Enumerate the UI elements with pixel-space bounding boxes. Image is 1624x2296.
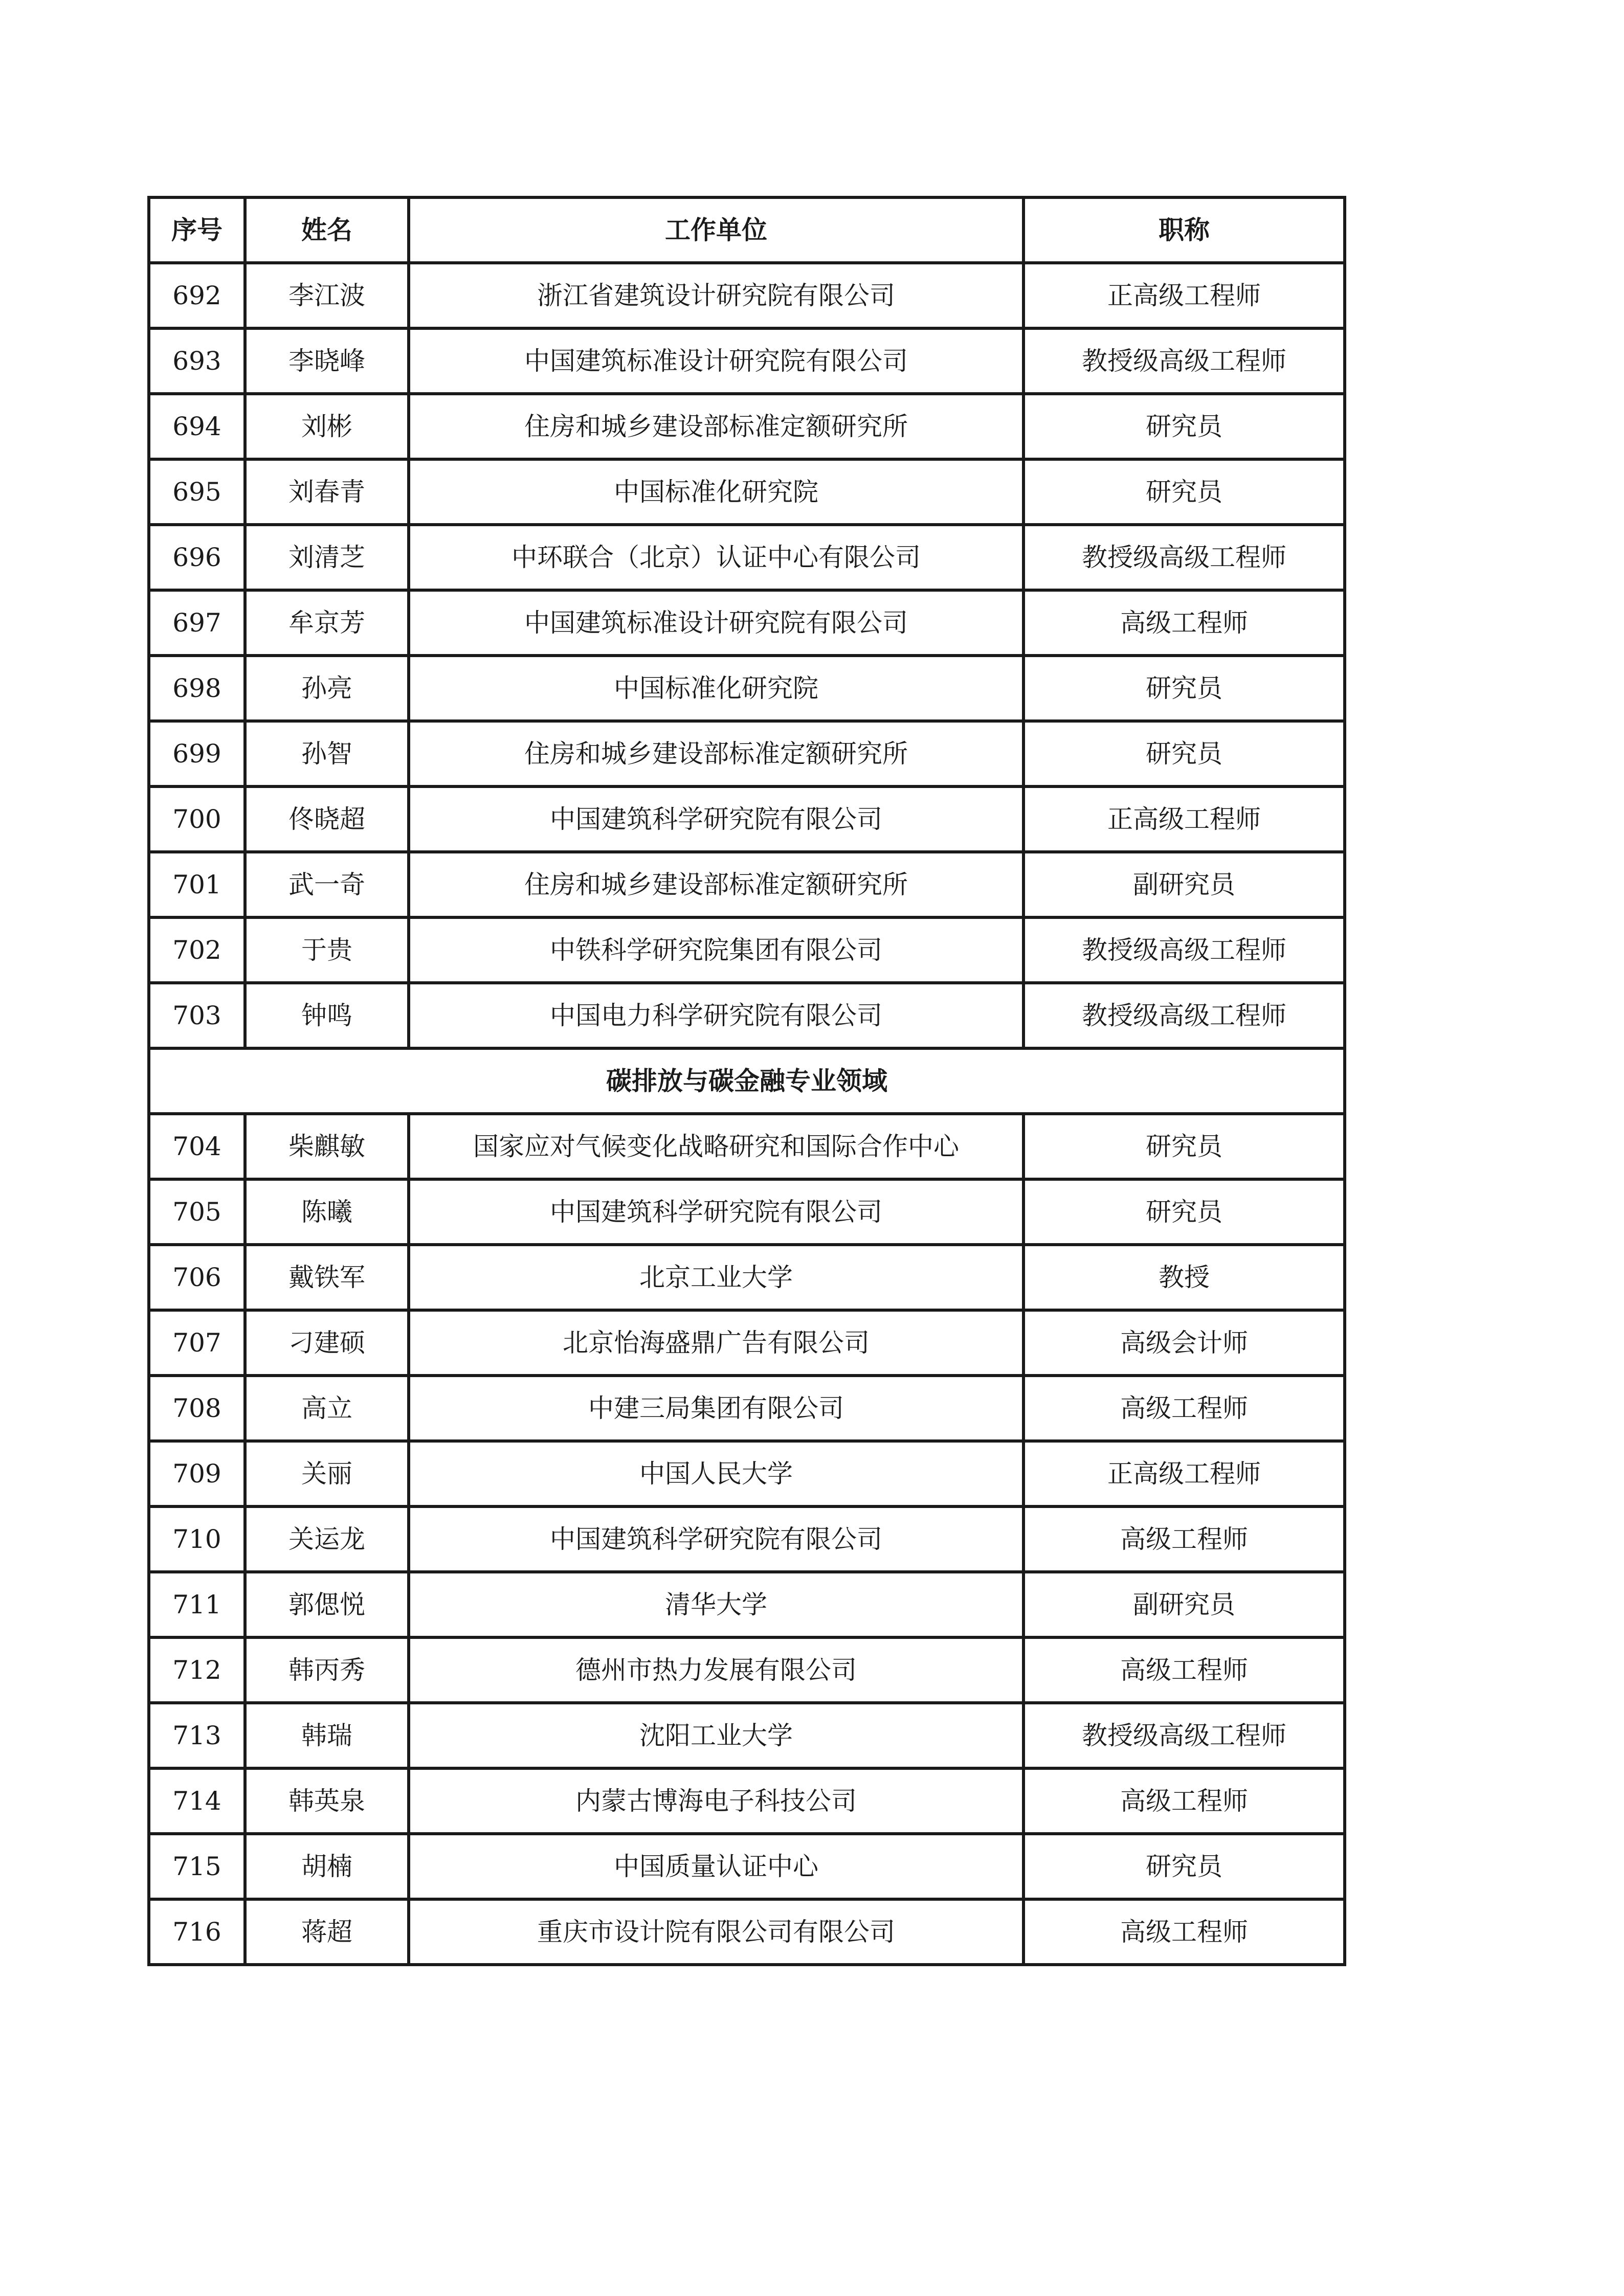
cell-name: 关运龙 (245, 1506, 409, 1572)
cell-org: 中国建筑标准设计研究院有限公司 (409, 590, 1024, 656)
table-row (149, 1703, 1345, 1768)
cell-org: 北京工业大学 (409, 1245, 1024, 1310)
cell-org: 住房和城乡建设部标准定额研究所 (409, 852, 1024, 917)
cell-title: 研究员 (1024, 1179, 1345, 1245)
table-row (149, 1506, 1345, 1572)
table-row (149, 394, 1345, 459)
cell-title: 教授级高级工程师 (1024, 983, 1345, 1048)
cell-index: 704 (149, 1114, 245, 1179)
cell-index: 696 (149, 525, 245, 590)
cell-org: 浙江省建筑设计研究院有限公司 (409, 263, 1024, 328)
cell-index: 715 (149, 1834, 245, 1899)
cell-title: 正高级工程师 (1024, 1441, 1345, 1506)
cell-title: 研究员 (1024, 1114, 1345, 1179)
cell-title: 高级会计师 (1024, 1310, 1345, 1376)
cell-title: 研究员 (1024, 656, 1345, 721)
cell-org: 中国建筑科学研究院有限公司 (409, 1179, 1024, 1245)
cell-name: 蒋超 (245, 1899, 409, 1965)
cell-name: 柴麒敏 (245, 1114, 409, 1179)
cell-org: 中国标准化研究院 (409, 656, 1024, 721)
cell-name: 钟鸣 (245, 983, 409, 1048)
header-index: 序号 (149, 197, 245, 263)
cell-name: 关丽 (245, 1441, 409, 1506)
cell-title: 研究员 (1024, 1834, 1345, 1899)
cell-title: 教授 (1024, 1245, 1345, 1310)
table-row (149, 852, 1345, 917)
cell-title: 教授级高级工程师 (1024, 328, 1345, 394)
cell-org: 中国标准化研究院 (409, 459, 1024, 525)
cell-index: 694 (149, 394, 245, 459)
cell-index: 713 (149, 1703, 245, 1768)
cell-org: 中铁科学研究院集团有限公司 (409, 917, 1024, 983)
cell-name: 李江波 (245, 263, 409, 328)
cell-title: 副研究员 (1024, 1572, 1345, 1637)
cell-name: 于贵 (245, 917, 409, 983)
cell-org: 中国建筑科学研究院有限公司 (409, 786, 1024, 852)
table-row (149, 917, 1345, 983)
table-row (149, 721, 1345, 786)
table-row (149, 1572, 1345, 1637)
cell-title: 正高级工程师 (1024, 263, 1345, 328)
cell-org: 北京怡海盛鼎广告有限公司 (409, 1310, 1024, 1376)
cell-index: 700 (149, 786, 245, 852)
cell-name: 胡楠 (245, 1834, 409, 1899)
table-row (149, 786, 1345, 852)
cell-name: 牟京芳 (245, 590, 409, 656)
table-row (149, 1245, 1345, 1310)
cell-index: 705 (149, 1179, 245, 1245)
cell-index: 692 (149, 263, 245, 328)
cell-org: 德州市热力发展有限公司 (409, 1637, 1024, 1703)
cell-name: 李晓峰 (245, 328, 409, 394)
cell-org: 国家应对气候变化战略研究和国际合作中心 (409, 1114, 1024, 1179)
cell-name: 戴铁军 (245, 1245, 409, 1310)
table-row (149, 459, 1345, 525)
cell-name: 孙亮 (245, 656, 409, 721)
cell-title: 研究员 (1024, 394, 1345, 459)
table-row (149, 328, 1345, 394)
cell-index: 703 (149, 983, 245, 1048)
cell-name: 陈曦 (245, 1179, 409, 1245)
table-row (149, 1376, 1345, 1441)
table-row (149, 590, 1345, 656)
header-name: 姓名 (245, 197, 409, 263)
cell-name: 韩英泉 (245, 1768, 409, 1834)
cell-title: 高级工程师 (1024, 1376, 1345, 1441)
table-header (149, 197, 1345, 263)
cell-org: 中国人民大学 (409, 1441, 1024, 1506)
cell-index: 708 (149, 1376, 245, 1441)
cell-name: 佟晓超 (245, 786, 409, 852)
cell-title: 正高级工程师 (1024, 786, 1345, 852)
cell-title: 研究员 (1024, 459, 1345, 525)
cell-index: 707 (149, 1310, 245, 1376)
header-org: 工作单位 (409, 197, 1024, 263)
cell-name: 刁建硕 (245, 1310, 409, 1376)
table-row (149, 983, 1345, 1048)
cell-index: 712 (149, 1637, 245, 1703)
cell-org: 中国建筑标准设计研究院有限公司 (409, 328, 1024, 394)
section-title: 碳排放与碳金融专业领域 (149, 1048, 1345, 1114)
cell-org: 中环联合（北京）认证中心有限公司 (409, 525, 1024, 590)
table-row (149, 263, 1345, 328)
cell-org: 沈阳工业大学 (409, 1703, 1024, 1768)
cell-index: 710 (149, 1506, 245, 1572)
cell-index: 699 (149, 721, 245, 786)
cell-title: 教授级高级工程师 (1024, 917, 1345, 983)
cell-org: 中国建筑科学研究院有限公司 (409, 1506, 1024, 1572)
section-row (149, 1048, 1345, 1114)
cell-name: 高立 (245, 1376, 409, 1441)
cell-index: 711 (149, 1572, 245, 1637)
header-row (149, 197, 1345, 263)
cell-index: 697 (149, 590, 245, 656)
cell-title: 高级工程师 (1024, 590, 1345, 656)
expert-roster-table (147, 196, 1346, 1966)
cell-org: 中建三局集团有限公司 (409, 1376, 1024, 1441)
table-row (149, 525, 1345, 590)
table-row (149, 1441, 1345, 1506)
table-row (149, 1310, 1345, 1376)
cell-org: 住房和城乡建设部标准定额研究所 (409, 394, 1024, 459)
table-row (149, 656, 1345, 721)
cell-name: 刘清芝 (245, 525, 409, 590)
table-row (149, 1768, 1345, 1834)
cell-org: 中国电力科学研究院有限公司 (409, 983, 1024, 1048)
table-row (149, 1899, 1345, 1965)
cell-title: 高级工程师 (1024, 1768, 1345, 1834)
cell-index: 698 (149, 656, 245, 721)
table-row (149, 1114, 1345, 1179)
cell-index: 706 (149, 1245, 245, 1310)
cell-title: 高级工程师 (1024, 1506, 1345, 1572)
cell-index: 716 (149, 1899, 245, 1965)
cell-index: 701 (149, 852, 245, 917)
cell-org: 清华大学 (409, 1572, 1024, 1637)
cell-name: 韩瑞 (245, 1703, 409, 1768)
table-body (149, 263, 1345, 1965)
cell-org: 住房和城乡建设部标准定额研究所 (409, 721, 1024, 786)
cell-name: 刘彬 (245, 394, 409, 459)
table-row (149, 1179, 1345, 1245)
cell-title: 教授级高级工程师 (1024, 1703, 1345, 1768)
header-title: 职称 (1024, 197, 1345, 263)
cell-index: 709 (149, 1441, 245, 1506)
cell-name: 郭偲悦 (245, 1572, 409, 1637)
cell-name: 刘春青 (245, 459, 409, 525)
cell-org: 重庆市设计院有限公司有限公司 (409, 1899, 1024, 1965)
cell-index: 714 (149, 1768, 245, 1834)
table-row (149, 1834, 1345, 1899)
cell-org: 内蒙古博海电子科技公司 (409, 1768, 1024, 1834)
cell-index: 693 (149, 328, 245, 394)
cell-title: 副研究员 (1024, 852, 1345, 917)
cell-title: 教授级高级工程师 (1024, 525, 1345, 590)
cell-index: 695 (149, 459, 245, 525)
cell-title: 高级工程师 (1024, 1637, 1345, 1703)
cell-title: 研究员 (1024, 721, 1345, 786)
cell-title: 高级工程师 (1024, 1899, 1345, 1965)
table-row (149, 1637, 1345, 1703)
cell-name: 武一奇 (245, 852, 409, 917)
cell-name: 孙智 (245, 721, 409, 786)
cell-index: 702 (149, 917, 245, 983)
cell-org: 中国质量认证中心 (409, 1834, 1024, 1899)
cell-name: 韩丙秀 (245, 1637, 409, 1703)
